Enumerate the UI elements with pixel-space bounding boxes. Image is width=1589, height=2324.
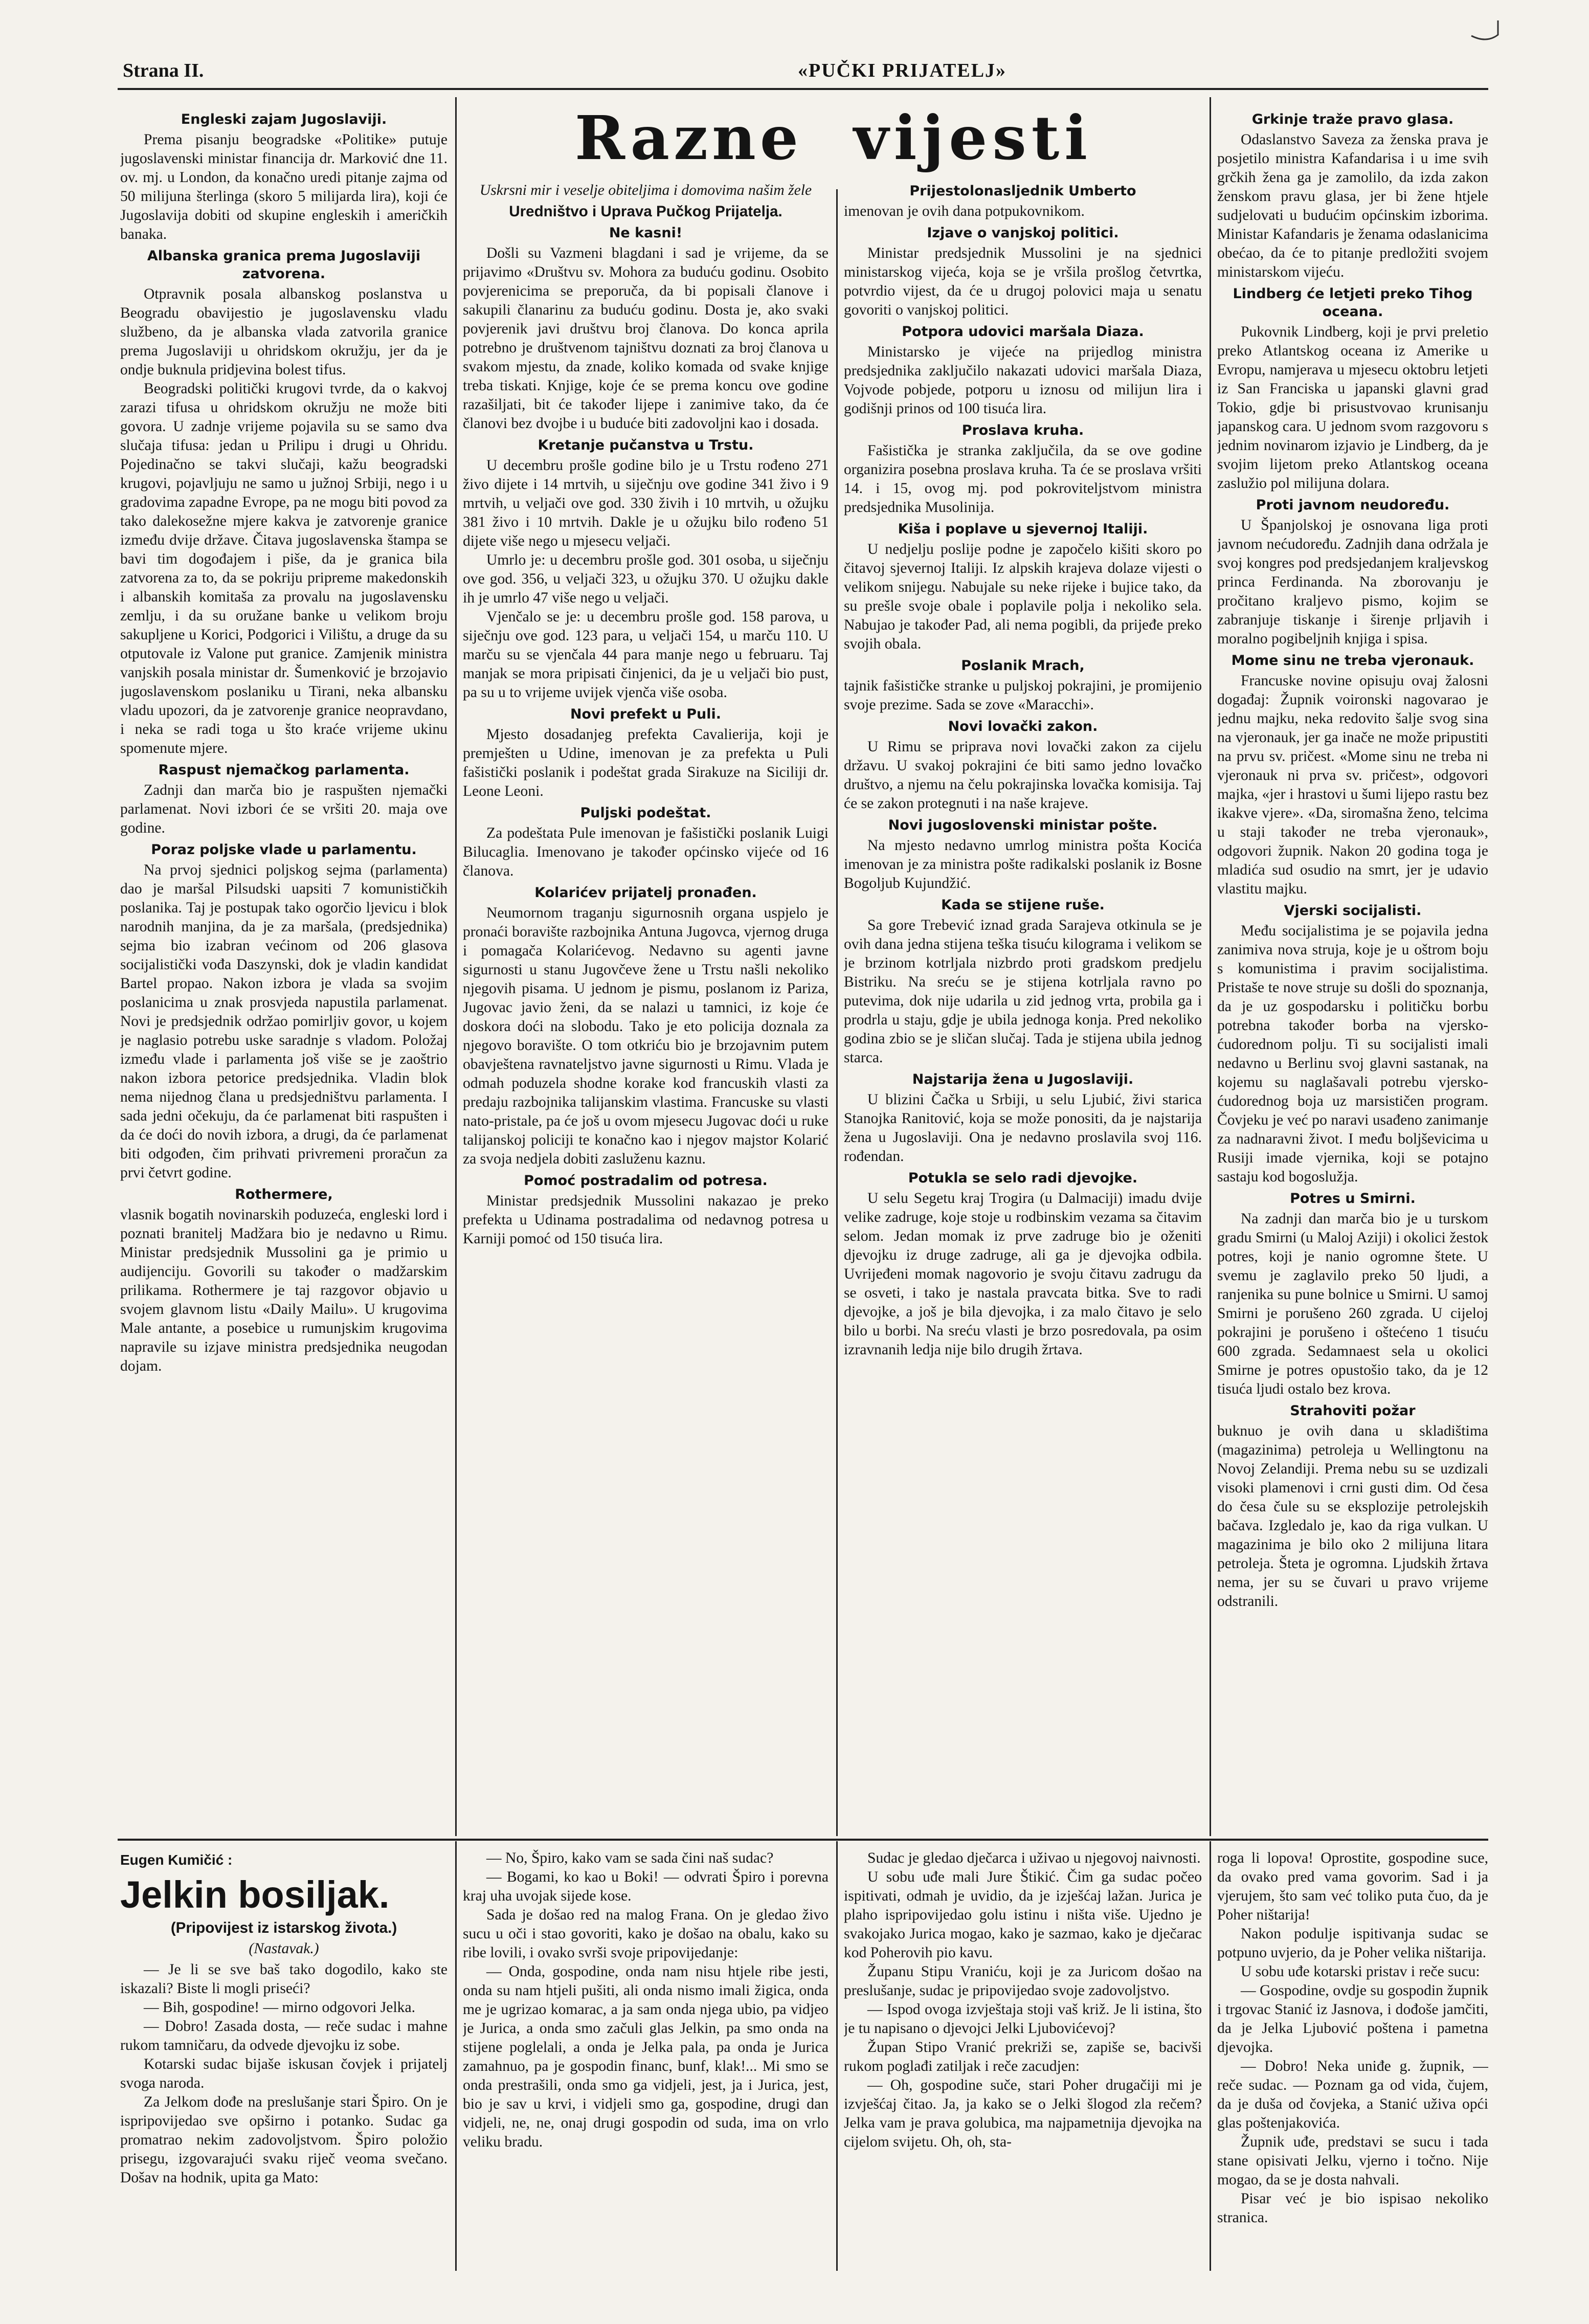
article-text: U Španjolskoj je osnovana liga proti javnom nećudoređu. Zadnjih dana održala je svoj kongres pod predsjedanjem kraljevskog princa Ferdinanda. Na zborovanju je pročitano kraljevo pismo, kojim se zabranjuje tiskanje i širenje prljavih i moralno pogibeljnih knjiga i spisa. [1217,517,1488,647]
article-text: Na mjesto nedavno umrlog ministra pošta Kocića imenovan je za ministra pošte radikalski poslanik iz Bosne Bogoljub Kujundžić. [844,837,1202,891]
article-heading: Kiša i poplave u sjevernoj Italiji. [898,521,1148,537]
article-text: Umrlo je: u decembru prošle god. 301 osoba, u siječnju ove god. 356, u veljači 323, u ožujku 370. U ožujku dakle ih je umrlo 47 više nego u veljači. [463,552,829,606]
story-text: — Bogami, ko kao u Boki! — odvrati Špiro i porevna kraj uha uvojak sijede kose. [463,1869,829,1904]
article-text: Sa gore Trebević iznad grada Sarajeva otkinula se je ovih dana jedna stijena teška tisuću kilograma i velikom se je brzinom kotrljala nizbrdo proti gradskom predjelu Bistriku. Na sreću se je stijena kotrljala ravno po putevima, dok nije udarila u zid jednog vrta, probila ga i prodrla u staju, gdje je ubila jednoga konja. Pred nekoliko godina zbio se je sličan slučaj. Tada je stijena ubila jednog starca. [844,917,1202,1066]
story-text: — Ispod ovoga izvještaja stoji vaš križ. Je li istina, što je tu napisano o djevojci Jelki Ljubovićevoj? [844,2001,1202,2037]
article-heading: Najstarija žena u Jugoslaviji. [912,1071,1134,1087]
story-text: — Oh, gospodine suče, stari Poher drugačiji mi je izvješćaj čitao. Ja, ja kako se o Jelki šlogod zla rečem? Jelka vam je prava golubica, ma najpametnija djevojka na cijelom svijetu. Oh, oh, sta- [844,2077,1202,2150]
masthead-word1: Razne [574,102,802,173]
story-text: — Je li se sve baš tako dogodilo, kako ste iskazali? Biste li mogli priseći? [120,1961,447,1997]
article-text: imenovan je ovih dana potpukovnikom. [844,203,1085,219]
article-text: Došli su Vazmeni blagdani i sad je vrijeme, da se prijavimo «Društvu sv. Mohora za buduću godinu. Osobito povjerenicima se preporuča, da bi popisali članove i sakupili članarinu za buduću godinu. Dosta je, ako svaki povjerenik javi društvu broj članova. Do konca aprila potrebno je društvenom tajništvu doznati za broj članova u svakom mjestu, da znade, koliko komada od svake knjige treba tiskati. Knjige, koje će se prema koncu ove godine razašiljati, bit će također lijepe i zanimive tako, da će članovi bez dvojbe i u buduće biti zadovoljni kao i dosada. [463,245,829,432]
article-heading: Puljski podeštat. [580,805,711,821]
article-heading: Izjave o vanjskoj politici. [927,225,1119,241]
story-text: Sada je došao red na malog Frana. On je gledao živo sucu u oči i stao govoriti, kako je došao na obalu, kako su ribe lovili, i ovako svrši svoje pripovijedanje: [463,1907,829,1961]
article-heading: Novi prefekt u Puli. [570,706,722,722]
article-heading: Grkinje traže pravo glasa. [1251,111,1454,127]
article-text: Na zadnji dan marča bio je u turskom gradu Smirni (u Maloj Aziji) i okolici žestok potres, koji je nanio ogromne štete. U svemu je zaglavilo preko 50 ljudi, a ranjenika su pune bolnice u Smirni. U samoj Smirni je porušeno 260 zgrada. U cijeloj pokrajini je porušeno i oštećeno 1 tisuću 600 zgrada. Sedamnaest sela u okolici Smirne je potres opustošio tako, da je 12 tisuća ljudi ostalo bez krova. [1217,1211,1488,1397]
article-text: U blizini Čačka u Srbiji, u selu Ljubić, živi starica Stanojka Ranitović, koja se može ponositi, da je najstarija žena u Jugoslaviji. Ona je nedavno proslavila svoj 116. rođendan. [844,1091,1202,1165]
article-heading: Rothermere, [235,1187,333,1202]
column-rule [1210,97,1211,1836]
story-text: — Bih, gospodine! — mirno odgovori Jelka. [144,1999,415,2016]
article-text: U decembru prošle godine bilo je u Trstu rođeno 271 živo dijete i 14 mrtvih, u siječnju ove godine 341 živo i 9 mrtvih, u veljači ove god. 330 živih i 10 mrtvih, u ožujku 381 živo i 10 mrtvih. Dakle je u ožujku bilo rođeno 51 dijete više nego u mjesecu veljači. [463,457,829,549]
story-text: — Onda, gospodine, onda nam nisu htjele ribe jesti, onda su nam htjeli pušiti, ali onda nismo imali žigica, onda me je ugrizao komarac, a ja sam onda njega ubio, pa vidjeo je Jurica, a onda smo začuli glas Jelkin, pa smo onda na stijene poglelali, a onda je Jelka pala, pa onda je Jurica zamahnuo, pa je gospodin financ, bunf, klak!... Mi smo se onda prestrašili, onda smo ga vidjeli, jest, ja i Jurica, jest, bio je sav u krvi, i vidjeli smo ga, gospodine, drugi dan vidjeli, ne, ne, onaj drugi gospodin od suda, ima on vrlo veliku bradu. [463,1963,829,2150]
column-1 [120,107,447,1836]
section-masthead [460,100,1207,176]
header-rule [118,88,1488,90]
article-heading: Potpora udovici maršala Diaza. [902,324,1144,340]
story-text: Za Jelkom dođe na preslušanje stari Špiro. On je ispripovijedao sve opširno i potanko. Sudac ga promatrao nekim zadovoljstvom. Špiro položio prisegu, izgovarajući svaku riječ veoma svečano. Došav na hodnik, upita ga Mato: [120,2094,447,2186]
article-text: Za podeštata Pule imenovan je fašistički poslanik Luigi Bilucaglia. Imenovano je također općinsko vijeće od 16 članova. [463,825,829,879]
article-heading: Kretanje pučanstva u Trstu. [538,437,754,453]
column-rule [455,1841,457,2271]
article-text: Zadnji dan marča bio je raspušten njemački parlamenat. Novi izbori će se vršiti 20. maja ove godine. [120,782,447,836]
story-text: — Dobro! Zasada dosta, — reče sudac i mahne rukom tamničaru, da odvede djevojku iz sobe. [120,2018,447,2053]
article-text: Neumornom traganju sigurnosnih organa uspjelo je pronaći boravište razbojnika Antuna Jugovca, vjernog druga i pomagača Kolarićevog. Nedavno su agenti javne sigurnosti u stanu Jugovčeve žene u Trstu našli nekoliko njegovih pisama. U jednom je pismu, poslanom iz Pariza, Jugovac javio ženi, da se nalazi u tamnici, iz koje će doskora doći na slobodu. Tako je eto policija doznala za njegovo boravište. O tom otkriću bio je brzojavnim putem obavještena ravnateljstvo javne sigurnosti u Rimu. Vlada je odmah poduzela shodne korake kod francuskih vlasti za predaju razbojnika talijanskim vlastima. Francuske su vlasti nato-pristale, pa će još u ovom mjesecu Jugovac doći u ruke talijanskoj policiji te konačno kao i njegov majstor Kolarić za svoja nedjela dobiti zasluženu kaznu. [463,905,829,1167]
story-text: Sudac je gledao dječarca i uživao u njegovoj naivnosti. [867,1850,1201,1866]
article-text: Mjesto dosadanjeg prefekta Cavalierija, koji je premješten u Udine, imenovan je za prefekta u Puli fašistički poslanik i podeštat grada Sirakuze na Siciliji dr. Leone Leoni. [463,726,829,799]
article-heading: Proti javnom neudoređu. [1256,497,1450,513]
story-text: Župan Stipo Vranić prekriži se, zapiše se, bacivši rukom poglađi zatiljak i reče zacudjen: [844,2039,1202,2074]
article-text: Odaslanstvo Saveza za ženska prava je posjetilo ministra Kafandarisa i u ime svih grčkih žena ga je zamolilo, da izda zakon ženskom pravu glasa, jer bi žene htjele sudjelovati u budućim općinskim izborima. Ministar Kafandaris je ženama odaslanicima obećao, da će to pitanje predložiti svojem ministarskom vijeću. [1217,131,1488,280]
article-text: Beogradski politički krugovi tvrde, da o kakvoj zarazi tifusa u ohridskom okružju ne može biti govora. U zadnje vrijeme pojavila su se samo dva slučaja tifusa: jedan u Prilipu i drugi u Ohridu. Pojedinačno se takvi slučaji, kažu beogradski krugovi, pojavljuju ne samo u južnoj Srbiji, nego i u gradovima zapadne Evrope, pa ne mogu biti povod za tako dalekosežne mjere kakva je zatvorenje granice između dvije države. Čitava jugoslavenska štampa se bavi tim dogođajem i piše, da je granica bila zatvorena za to, da se pokriju pripreme makedonskih i albanskih komitaša za provalu na jugoslavensku zemlju, i da su oružane banke u velikom broju sakupljene u Korici, Podgorici i Vilištu, a druge da su otputovale iz Valone put granice. Zamjenik ministra vanjskih posala ministar dr. Šumenković je brzojavio jugoslavenskom poslaniku u Tirani, neka albansku vladu upozori, da je zatvorenje granice neopravdano, i neka se radi toga u što kraće vrijeme ukinu spomenute mjere. [120,381,447,756]
article-text: Prema pisanju beogradske «Politike» putuje jugoslavenski ministar financija dr. Marković dne 11. ov. mj. u London, da konačno uredi pitanje zajma od 50 milijuna šterlinga (skoro 5 milijarda lira), koji će Jugoslavija dobiti od skupine engleskih i američkih banaka. [120,131,447,242]
article-text: Među socijalistima je se pojavila jedna zanimiva nova struja, koje je u oštrom boju s komunistima i pravim socijalistima. Pristaše te nove struje su došli do spoznanja, da je uz gospodarsku i političku borbu potrebna također borba na vjersko-ćudorednom polju. Ti su socijalisti imali nedavno u Berlinu svoj glavni sastanak, na kojemu su naglašavali potrebu vjersko-ćudorednog boja uz marsističen program. Čovjeku je već po naravi usađeno zanimanje za nadnaravni život. I među boljševicima u Rusiji imade vjernika, koji se potajno sastaju kod bogoslužja. [1217,923,1488,1185]
story-text: Kotarski sudac bijaše iskusan čovjek i prijatelj svoga naroda. [120,2056,447,2091]
editor-line: Uredništvo i Uprava Pučkog Prijatelja. [509,203,782,220]
story-subtitle: (Pripovijest iz istarskog života.) [170,1919,397,1936]
article-heading: Poraz poljske vlade u parlamentu. [151,842,417,858]
running-header [123,55,1482,86]
story-text: Pisar već je bio ispisao nekoliko stranica. [1217,2191,1488,2226]
article-heading: Vjerski socijalisti. [1284,903,1422,919]
article-heading: Strahoviti požar [1290,1403,1416,1419]
story-title: Jelkin bosiljak. [120,1873,390,1916]
story-text: Župnik uđe, predstavi se sucu i tada stane opisivati Jelku, vjerno i točno. Nije mogao, da se je dosta nahvali. [1217,2134,1488,2188]
article-heading: Pomoć postradalim od potresa. [524,1173,768,1189]
story-text: — Dobro! Neka uniđe g. župnik, — reče sudac. — Poznam ga od vida, čujem, da je duša od čovjeka, a Stanić uživa opći glas poštenjakovića. [1217,2058,1488,2131]
article-heading: Kada se stijene ruše. [941,897,1105,913]
article-heading: Novi jugoslovenski ministar pošte. [888,817,1158,833]
article-heading: Novi lovački zakon. [948,719,1098,734]
pencil-mark-icon [1466,15,1507,46]
column-rule [836,1841,838,2271]
column-rule [1210,1841,1211,2271]
story-column-3 [844,1849,1202,2271]
column-3 [844,179,1202,1836]
article-text: U selu Segetu kraj Trogira (u Dalmaciji) imadu dvije velike zadruge, koje stoje u rodbinskim vezama sa čitavim selom. Jedan momak iz prve zadruge bio je oženiti djevojku iz druge zadruge, ali ga je djevojka odbila. Uvrijeđeni momak nagovorio je svoju čitavu zadrugu da se osveti, i tako je nastala pravcata bitka. Sve to radi djevojke, a još je bila djevojka, i za malo čitavo je selo bilo u borbi. Na sreću vlasti je brzo posredovala, pa osim izravnanih ledja nije bilo drugih žrtava. [844,1190,1202,1358]
article-text: Ministar predsjednik Mussolini nakazao je preko prefekta u Udinama postradalima od nedavnog potresa u Karniji pomoć od 150 tisuća lira. [463,1193,829,1247]
article-text: Na prvoj sjednici poljskog sejma (parlamenta) dao je maršal Pilsudski uapsiti 7 komunističkih poslanika. Taj je postupak tako ogorčio ljevicu i blok narodnih manjina, da je za maršala, (predsjednika) sejma bio izabran većinom od 206 glasova socijalistički vođa Daszynski, dok je vladin kandidat Bartel propao. Nakon izbora je vlada sa svojim poslanicima u znak prosvjeda napustila parlamenat. Novi je predsjednik održao pomirljiv govor, u kojem je naglasio potrebu uske saradnje s vladom. Položaj između vlade i parlamenta još više se je zaoštrio nakon izbora petorice predsjednika. Vladin blok nema nijednog člana u predsjedništvu parlamenta. I sada jedni očekuju, da će parlamenat biti raspušten i da će doći do novih izbora, a drugi, da će parlamenat biti odgođen, čim prihvati privremeni proračun za prvi četvrt godine. [120,862,447,1181]
story-column-2 [463,1849,829,2271]
story-continued: (Nastavak.) [249,1940,319,1957]
story-text: Nakon podulje ispitivanja sudac se potpuno uvjerio, da je Poher velika ništarija. [1217,1926,1488,1961]
article-heading: Albanska granica prema Jugoslaviji zatvorena. [147,248,421,282]
article-text: buknuo je ovih dana u skladištima (magazinima) petroleja u Wellingtonu na Novoj Zelandiji. Prema nebu su se uzdizali visoki plamenovi i crni gusti dim. Od česa do česa čule su se eksplozije petrolejskih bačava. Izgledalo je, kao da riga vulkan. U magazinima je bilo oko 2 milijuna litara petroleja. Šteta je ogromna. Ljudskih žrtava nema, jer su se čuvari u pravo vrijeme odstranili. [1217,1423,1488,1610]
column-rule [836,189,838,1836]
section-rule [118,1839,1488,1841]
article-heading: Raspust njemačkog parlamenta. [158,762,410,778]
article-text: Ministar predsjednik Mussolini je na sjednici ministarskog vijeća, koja se je vršila prošlog četvrtka, potvrdio vijest, da će u drugoj polovici maja u senatu govoriti o vanjskoj politici. [844,245,1202,318]
story-column-1 [120,1846,447,2271]
article-heading: Proslava kruha. [961,422,1084,438]
article-heading: Poslanik Mrach, [961,658,1085,674]
article-heading: Engleski zajam Jugoslaviji. [181,111,387,127]
article-text: Francuske novine opisuju ovaj žalosni događaj: Župnik voironski nagovarao je jednu majku, neka redovito šalje svog sina na vjeronauk, jer ga inače ne može pripustiti na prvu sv. pričest. «Mome sinu ne treba ni vjeronauk ni prva sv. pričest», odgovori majka, «jer i hrastovi u šumi lijepo rastu bez ikakve vjere». «Da, siromašna ženo, telcima u staji također ne treba vjeronauk», odgovori župnik. Nakon 20 godina toga je mladića sud osudio na smrt, jer je udavio vlastitu majku. [1217,673,1488,897]
story-text: roga li lopova! Oprostite, gospodine suce, da ovako pred vama govorim. Sad i ja vjerujem, što sam već toliko puta čuo, da je Poher ništarija! [1217,1850,1488,1923]
masthead-word2: vijesti [854,102,1093,173]
article-heading: Kolarićev prijatelj pronađen. [534,885,757,901]
article-text: U Rimu se priprava novi lovački zakon za cijelu državu. U svakoj pokrajini će biti samo jedno lovačko društvo, a njemu na čelu pokrajinska lovačka komisija. Taj će se zakon protegnuti i na naše krajeve. [844,739,1202,812]
article-text: Pukovnik Lindberg, koji je prvi preletio preko Atlantskog oceana iz Amerike u Evropu, namjerava u mjesecu oktobru letjeti iz San Franciska u japanski glavni grad Tokio, gdje bi prisustvovao krunisanju japanskog cara. U jednom svom razgovoru s jednim novinarom izjavio je Lindberg, da je svojim lijetom preko Atlantskog oceana zaslužio pol milijuna dolara. [1217,324,1488,491]
article-text: U nedjelju poslije podne je započelo kišiti skoro po čitavoj sjevernoj Italiji. Iz alpskih krajeva dolaze vijesti o velikom snijegu. Nabujale su neke rijeke i bujice tako, da su prešle svoje obale i poplavile polja i nekoliko sela. Nabujao je također Pad, ali nema pogibli, da prijeđe preko svojih obala. [844,541,1202,652]
story-text: — No, Špiro, kako vam se sada čini naš sudac? [486,1850,774,1866]
column-rule [455,97,457,1836]
article-text: Fašistička je stranka zaključila, da se ove godine organizira posebna proslava kruha. Ta će se proslava vršiti 14. i 15, ovog mj. pod pokroviteljstvom ministra predsjednika Musolinija. [844,442,1202,516]
article-heading: Ne kasni! [609,225,683,241]
article-text: vlasnik bogatih novinarskih poduzeća, engleski lord i poznati branitelj Madžara bio je nedavno u Rimu. Ministar predsjednik Mussolini ga je primio u audijenciju. Govorili su također o madžarskim prilikama. Rothermere je taj razgovor objavio u svojem glavnom listu «Daily Mailu». U krugovima Male antante, a posebice u rumunjskim krugovima napravile su izjave ministra predsjednika neugodan dojam. [120,1206,447,1374]
story-text: U sobu uđe kotarski pristav i reče sucu: [1241,1963,1480,1980]
story-text: U sobu uđe mali Jure Štikić. Čim ga sudac počeo ispitivati, odmah je uvidio, da je izješćaj lažan. Jurica je plaho ispripovijedao golu istinu i ništa više. Ujedno je svakojako Jurica mogao, kako je sazmao, kako je dječarac kod Poherovih pio kavu. [844,1869,1202,1961]
column-2 [463,179,829,1836]
article-heading: Mome sinu ne treba vjeronauk. [1231,653,1474,668]
page-label: Strana II. [123,60,204,81]
story-author: Eugen Kumičić : [120,1852,233,1868]
story-column-4 [1217,1849,1488,2271]
article-text: Otpravnik posala albanskog poslanstva u Beogradu obavijestio je jugoslavensku vladu službeno, da je albanska vlada zatvorila granice prema Jugoslaviji u ohridskom okružju, jer da je ondje buknula pridjevina bolest tifus. [120,286,447,378]
article-heading: Prijestolonasljednik Umberto [909,183,1136,199]
story-text: Županu Stipu Vraniću, koji je za Juricom došao na preslušanje, sudac je pripovijedao svoje zadovoljstvo. [844,1963,1202,1999]
article-heading: Lindberg će letjeti preko Tihog oceana. [1233,286,1473,320]
story-text: — Gospodine, ovdje su gospodin župnik i trgovac Stanić iz Jasnova, i dođoše jamčiti, da je Jelka Ljubović poštena i pametna djevojka. [1217,1982,1488,2055]
newspaper-name: «PUČKI PRIJATELJ» [798,60,1007,81]
column-4 [1217,107,1488,1836]
article-text: Vjenčalo se je: u decembru prošle god. 158 parova, u siječnju ove god. 123 para, u veljači 154, u marču 110. U marču su se vjenčala 44 para manje nego u februaru. Taj manjak se mora pripisati činjenici, da je u veljači bio pust, pa su u to vrijeme uvijek vjenča više osoba. [463,609,829,701]
easter-greeting: Uskrsni mir i veselje obiteljima i domovima našim žele [479,182,812,198]
article-text: tajnik fašističke stranke u puljskoj pokrajini, je promijenio svoje prezime. Sada se zove «Maracchi». [844,678,1202,713]
article-text: Ministarsko je vijeće na prijedlog ministra predsjednika zaključilo nakazati udovici maršala Diaza, Vojvode pobjede, potporu u iznosu od milijun lira i godišnji prinos od 100 tisuća lira. [844,344,1202,417]
article-heading: Potres u Smirni. [1290,1191,1416,1206]
article-heading: Potukla se selo radi djevojke. [908,1170,1138,1186]
